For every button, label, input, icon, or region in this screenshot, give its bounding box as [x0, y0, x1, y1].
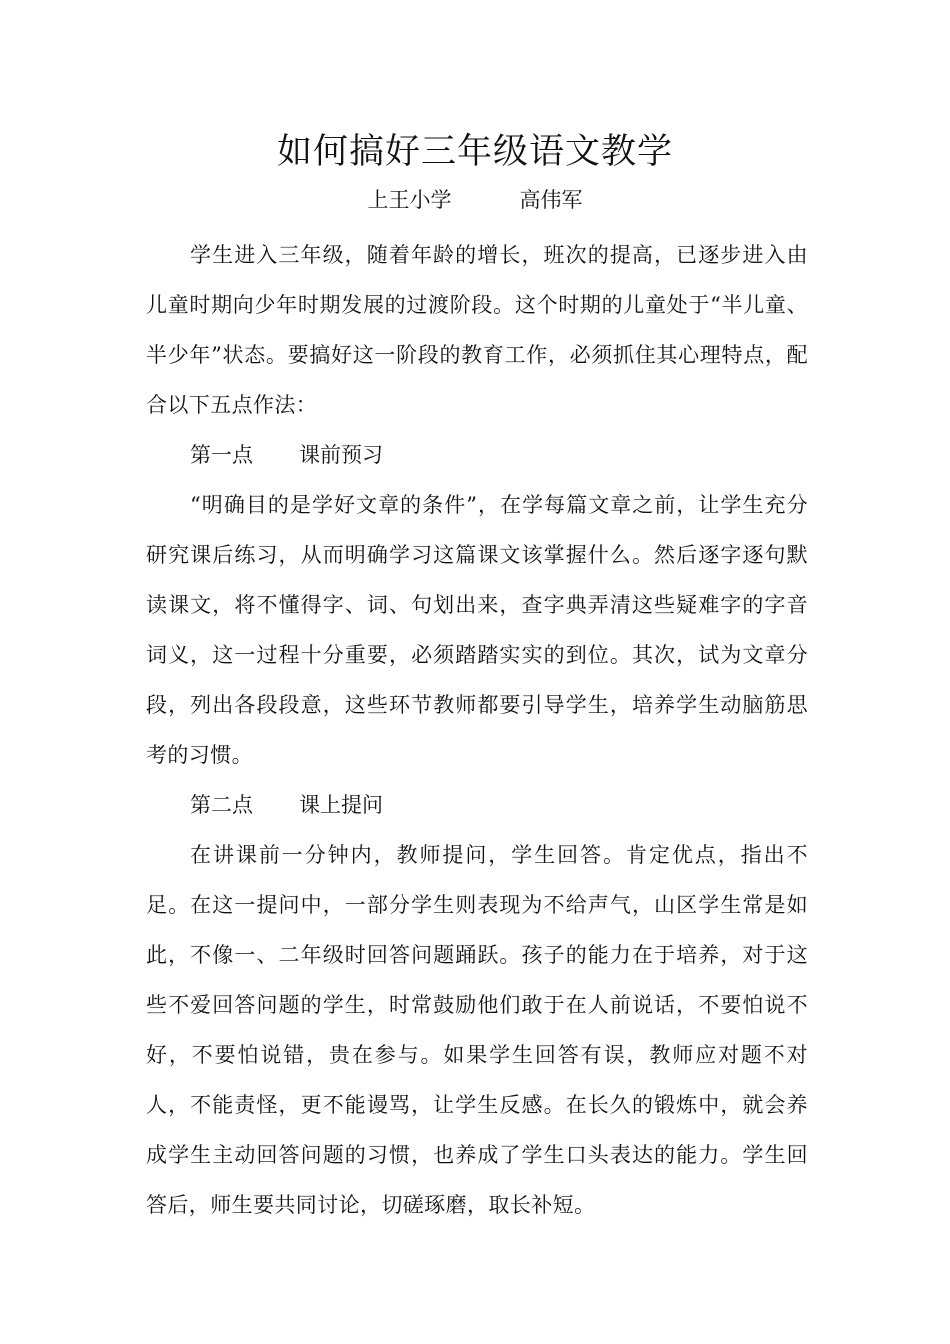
section-number: 第二点 — [190, 793, 253, 817]
section-heading-1 — [146, 430, 808, 480]
school-name: 上王小学 — [367, 188, 452, 212]
section-paragraph-1: “明确目的是学好文章的条件”，在学每篇文章之前，让学生充分研究课后练习，从而明确学习这篇课文该掌握什么。然后逐字逐句默读课文，将不懂得字、词、句划出来，查字典弄清这些疑难字的字音词义，这一过程十分重要，必须踏踏实实的到位。其次，试为文章分段，列出各段段意，这些环节教师都要引导学生，培养学生动脑筋思考的习惯。 — [146, 493, 808, 767]
byline — [0, 184, 950, 216]
section-title: 课前预习 — [299, 443, 383, 467]
document-title: 如何搞好三年级语文教学 — [276, 132, 673, 172]
section-heading-2 — [146, 780, 808, 830]
author-name: 高伟军 — [519, 188, 583, 212]
intro-paragraph: 学生进入三年级，随着年龄的增长，班次的提高，已逐步进入由儿童时期向少年时期发展的过渡阶段。这个时期的儿童处于“半儿童、半少年”状态。要搞好这一阶段的教育工作，必须抓住其心理特点，配合以下五点作法： — [146, 243, 808, 417]
document-body — [146, 230, 808, 1230]
section-paragraph-2: 在讲课前一分钟内，教师提问，学生回答。肯定优点，指出不足。在这一提问中，一部分学生则表现为不给声气，山区学生常是如此，不像一、二年级时回答问题踊跃。孩子的能力在于培养，对于这些不爱回答问题的学生，时常鼓励他们敢于在人前说话，不要怕说不好，不要怕说错，贵在参与。如果学生回答有误，教师应对题不对人，不能责怪，更不能谩骂，让学生反感。在长久的锻炼中，就会养成学生主动回答问题的习惯，也养成了学生口头表达的能力。学生回答后，师生要共同讨论，切磋琢磨，取长补短。 — [146, 843, 808, 1217]
section-number: 第一点 — [190, 443, 253, 467]
section-title: 课上提问 — [299, 793, 383, 817]
